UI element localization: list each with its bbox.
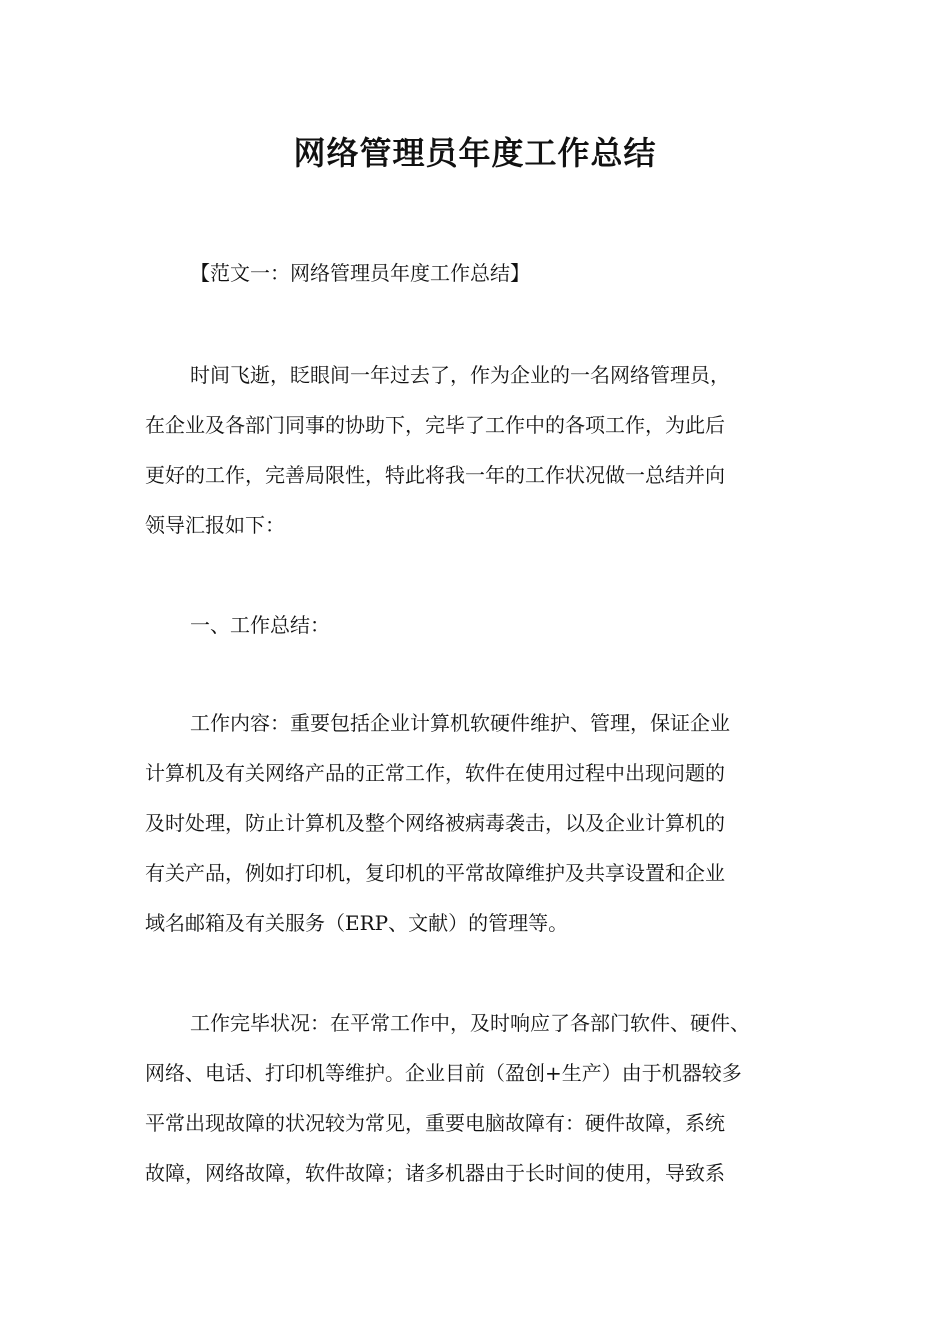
section-heading: 一、工作总结： xyxy=(190,613,330,637)
document-title: 网络管理员年度工作总结 xyxy=(293,134,657,172)
paragraph-3-line-2: 网络、电话、打印机等维护。企业目前（盈创+生产）由于机器较多 xyxy=(145,1061,742,1085)
paragraph-1-line-2: 在企业及各部门同事的协助下，完毕了工作中的各项工作，为此后 xyxy=(145,413,725,437)
paragraph-3-line-1: 工作完毕状况：在平常工作中，及时响应了各部门软件、硬件、 xyxy=(190,1011,750,1035)
paragraph-1-line-1: 时间飞逝，眨眼间一年过去了，作为企业的一名网络管理员， xyxy=(190,363,730,387)
paragraph-1-line-4: 领导汇报如下： xyxy=(145,513,285,537)
paragraph-3-line-4: 故障，网络故障，软件故障；诸多机器由于长时间的使用，导致系 xyxy=(145,1161,725,1185)
paragraph-1-line-3: 更好的工作，完善局限性，特此将我一年的工作状况做一总结并向 xyxy=(145,463,725,487)
subtitle: 【范文一：网络管理员年度工作总结】 xyxy=(190,261,530,285)
paragraph-2-line-4: 有关产品，例如打印机，复印机的平常故障维护及共享设置和企业 xyxy=(145,861,725,885)
paragraph-3-line-3: 平常出现故障的状况较为常见，重要电脑故障有：硬件故障，系统 xyxy=(145,1111,725,1135)
paragraph-2-line-2: 计算机及有关网络产品的正常工作，软件在使用过程中出现问题的 xyxy=(145,761,725,785)
paragraph-2-line-5: 域名邮箱及有关服务（ERP、文献）的管理等。 xyxy=(145,911,569,935)
paragraph-2-line-1: 工作内容：重要包括企业计算机软硬件维护、管理，保证企业 xyxy=(190,711,730,735)
paragraph-2-line-3: 及时处理，防止计算机及整个网络被病毒袭击，以及企业计算机的 xyxy=(145,811,725,835)
